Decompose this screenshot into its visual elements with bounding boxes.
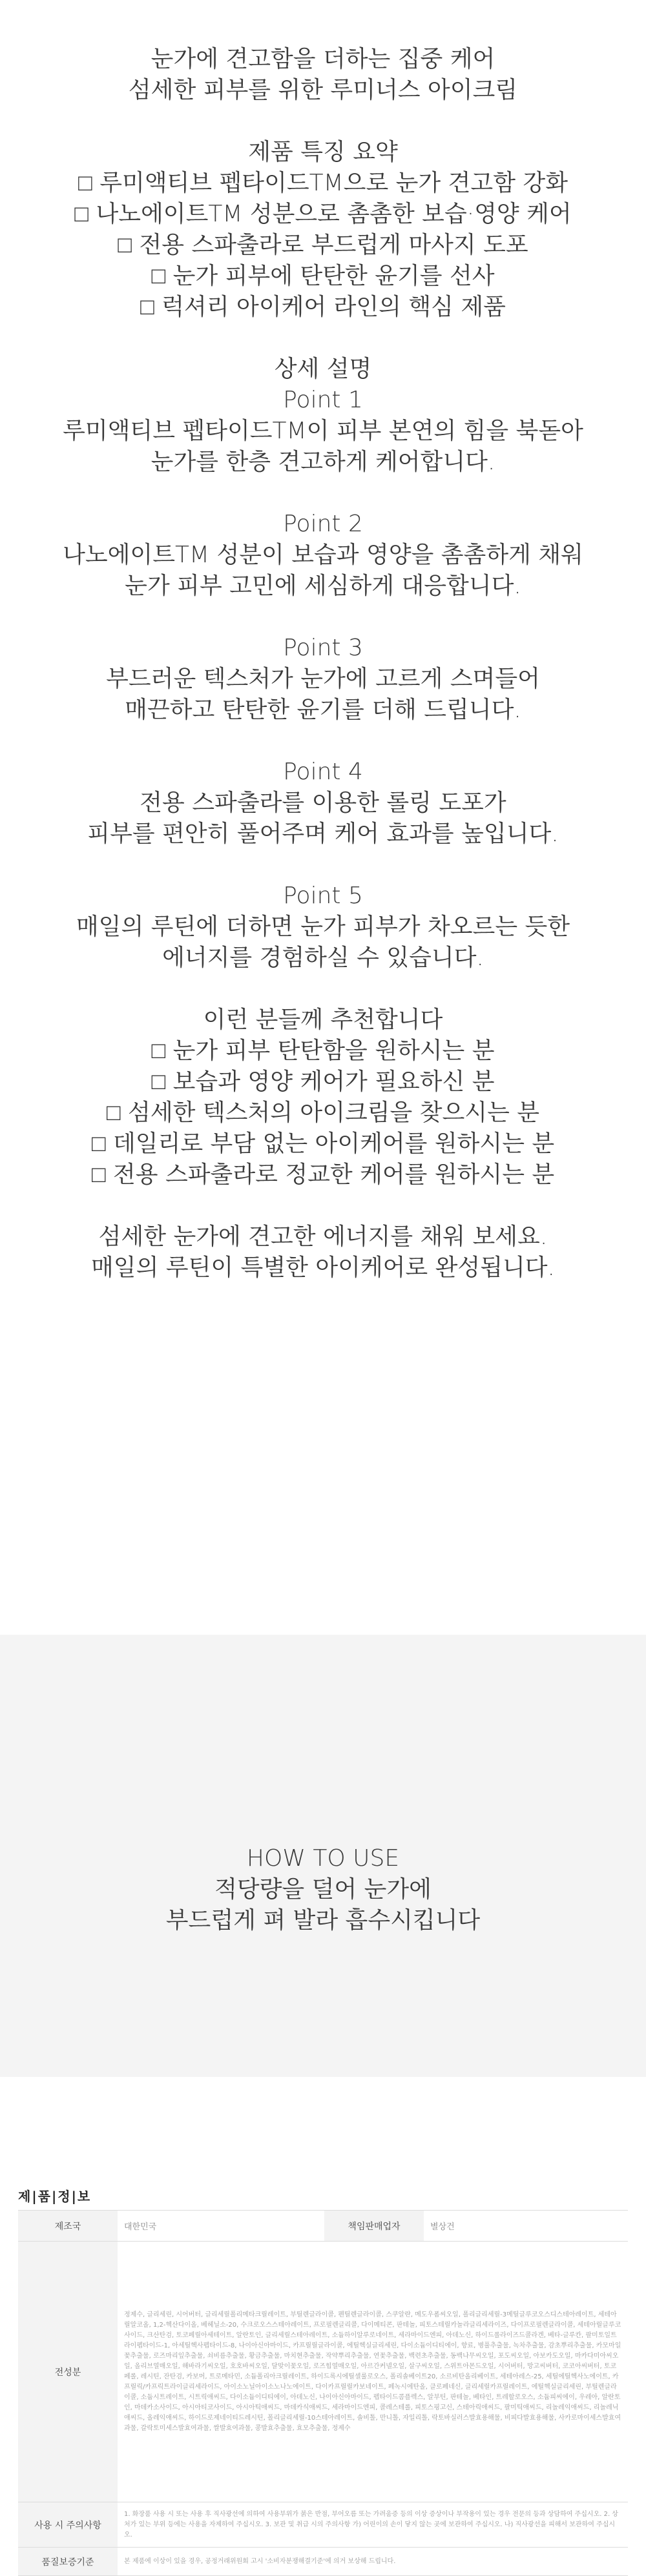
description-line: 루미액티브 펩타이드TM이 피부 본연의 힘을 북돋아: [63, 418, 583, 444]
how-to-use-line-1: 적당량을 덜어 눈가에: [214, 1876, 432, 1903]
spacer: [0, 323, 646, 354]
description-line: 눈가를 한층 견고하게 케어합니다.: [151, 449, 495, 475]
description-line: 제품 특징 요약: [248, 139, 398, 165]
description-line: 이런 분들께 추천합니다: [203, 1007, 443, 1033]
description-line: 에너지를 경험하실 수 있습니다.: [162, 945, 484, 971]
table-row: [18, 2242, 628, 2502]
description-line: □ 나노에이트TM 성분으로 촘촘한 보습·영양 케어: [74, 201, 572, 227]
spacer: [0, 850, 646, 881]
how-to-use-line-2: 부드럽게 펴 발라 흡수시킵니다: [165, 1907, 481, 1934]
description-line: □ 눈가 피부 탄탄함을 원하시는 분: [151, 1038, 495, 1064]
ingredients-label: 전성분: [18, 2242, 118, 2502]
description-line: 부드러운 텍스처가 눈가에 고르게 스며들어: [106, 666, 540, 692]
description-line: 매일의 루틴이 특별한 아이케어로 완성됩니다.: [91, 1254, 555, 1281]
how-to-use-title: HOW TO USE: [246, 1845, 400, 1872]
product-description-copy: [0, 44, 646, 1283]
spacer: [0, 726, 646, 757]
product-info-table: [18, 2210, 628, 2576]
spacer: [0, 974, 646, 1005]
description-line: □ 눈가 피부에 탄탄한 윤기를 선사: [151, 263, 495, 289]
description-line: 섬세한 눈가에 견고한 에너지를 채워 보세요.: [98, 1223, 548, 1250]
product-info-title: 제|품|정|보: [18, 2189, 92, 2204]
quality-label: 품질보증기준: [18, 2548, 118, 2576]
description-line: Point 3: [283, 635, 363, 661]
description-line: □ 보습과 영양 케어가 필요하신 분: [151, 1068, 495, 1095]
description-line: 나노에이트TM 성분이 보습과 영양을 촘촘하게 채워: [63, 542, 583, 568]
description-line: 매일의 루틴에 더하면 눈가 피부가 차오르는 듯한: [76, 914, 570, 940]
table-row: [18, 2502, 628, 2548]
seller-label: 책임판매업자: [324, 2211, 424, 2242]
how-to-use-copy: [0, 1843, 646, 1936]
description-line: 피부를 편안히 풀어주며 케어 효과를 높입니다.: [87, 821, 559, 847]
country-value: 대한민국: [118, 2211, 324, 2242]
caution-label: 사용 시 주의사항: [18, 2502, 118, 2548]
description-line: Point 1: [283, 387, 363, 413]
description-line: Point 2: [283, 511, 363, 537]
description-line: □ 전용 스파출라로 정교한 케어를 원하시는 분: [91, 1161, 555, 1188]
description-line: □ 럭셔리 아이케어 라인의 핵심 제품: [140, 294, 506, 320]
seller-value: 별상건: [424, 2211, 628, 2242]
spacer: [0, 106, 646, 137]
description-line: Point 4: [283, 759, 363, 785]
description-line: Point 5: [283, 883, 363, 909]
description-line: □ 데일리로 부담 없는 아이케어를 원하시는 분: [91, 1130, 555, 1157]
spacer: [0, 478, 646, 509]
spacer: [0, 602, 646, 633]
country-label: 제조국: [18, 2211, 118, 2242]
quality-value: 본 제품에 이상이 있을 경우, 공정거래위원회 고시 '소비자분쟁해결기준'에 의거 보상해 드립니다.: [118, 2548, 628, 2576]
description-line: □ 섬세한 텍스처의 아이크림을 찾으시는 분: [106, 1099, 540, 1126]
description-line: □ 루미액티브 펩타이드TM으로 눈가 견고함 강화: [78, 170, 568, 196]
description-line: 전용 스파출라를 이용한 롤링 도포가: [140, 790, 506, 816]
caution-value: 1. 화장품 사용 시 또는 사용 후 직사광선에 의하여 사용부위가 붉은 반점, 부어오름 또는 가려움증 등의 이상 증상이나 부작용이 있는 경우 전문의 등과 상담하여 주십시오. 2. 상처가 있는 부위 등에는 사용을 자제하여 주십시오. 3. 보관 및 취급 시의 주의사항 가) 어린이의 손이 닿지 않는 곳에 보관하여 주십시오. 나) 직사광선을 피해서 보관하여 주십시오.: [118, 2502, 628, 2548]
ingredients-value: 정제수, 글리세린, 시어버터, 글리세릴폴리메타크릴레이트, 부틸렌글라이콜, 펜틸렌글라이콜, 스쿠알란, 메도우폼씨오일, 폴리글리세릴-3메틸글루코오스디스테아레이트, 세테아릴알코올, 1,2-헥산다이올, 베헤닐소-20, 수크로오스스테아레이트, 프로필렌글리콜, 다이메티콘, 판테놀, 피토스테릴카놀라글리세라이즈, 다이프로필렌글라이콜, 세테아릴글루코사이드, 크산탄검, 토코페릴아세테이트, 알란토인, 글리세릴스테아레이트, 소듐하이알루로네이트, 세라마이드엔피, 아데노신, 하이드롤라이즈드콜라겐, 베타-글루칸, 팔미토일트라이펩타이드-1, 아세틸헥사펩타이드-8, 나이아신아마이드, 카프릴릴글라이콜, 에틸헥실글리세린, 다이소듐이디티에이, 향료, 병풀추출물, 녹차추출물, 감초뿌리추출물, 카모마일꽃추출물, 로즈마리잎추출물, 쇠비름추출물, 황금추출물, 마치현추출물, 작약뿌리추출물, 연꽃추출물, 백련초추출물, 동백나무씨오일, 포도씨오일, 아보카도오일, 마카다미아씨오일, 올리브열매오일, 해바라기씨오일, 호호바씨오일, 달맞이꽃오일, 로즈힙열매오일, 아르간커넬오일, 살구씨오일, 스위트아몬드오일, 시어버터, 망고씨버터, 코코아씨버터, 토코페롤, 레시틴, 잔탄검, 카보머, 트로메타민, 소듐폴리아크릴레이트, 하이드록시에틸셀룰로오스, 폴리솔베이트20, 소르비탄올리베이트, 세테아레스-25, 세틸에틸헥사노에이트, 카프릴릭/카프릭트라이글리세라이드, 아이소노닐아이소노나노에이트, 다이카프릴릴카보네이트, 페녹시에탄올, 클로페네신, 글리세릴카프릴레이트, 에틸헥실글리세린, 부틸렌글라이콜, 소듐시트레이트, 시트릭애씨드, 다이소듐이디티에이, 아데노신, 나이아신아마이드, 펩타이드콤플렉스, 알부틴, 판테놀, 베타인, 트레할로오스, 소듐피씨에이, 우레아, 알란토인, 마데카소사이드, 아시아티코사이드, 아시아틱애씨드, 마데카식애씨드, 세라마이드엔피, 콜레스테롤, 피토스핑고신, 스테아릭애씨드, 팔미틱애씨드, 리놀레익애씨드, 리놀레닉애씨드, 올레익애씨드, 하이드로제네이티드레시틴, 폴리글리세릴-10스테아레이트, 솔비톨, 만니톨, 자일리톨, 락토바실러스발효용해물, 비피다발효용해물, 사카로마이세스발효여과물, 갈락토미세스발효여과물, 쌀발효여과물, 콩발효추출물, 효모추출물, 정제수: [118, 2242, 628, 2502]
description-line: 상세 설명: [274, 356, 372, 382]
description-line: 눈가 피부 고민에 세심하게 대응합니다.: [125, 573, 521, 599]
description-line: 눈가에 견고함을 더하는 집중 케어: [151, 46, 495, 72]
table-row: [18, 2548, 628, 2576]
spacer: [0, 1191, 646, 1222]
table-row: [18, 2211, 628, 2242]
description-line: 섬세한 피부를 위한 루미너스 아이크림: [128, 77, 518, 103]
description-line: □ 전용 스파출라로 부드럽게 마사지 도포: [118, 232, 528, 258]
description-line: 매끈하고 탄탄한 윤기를 더해 드립니다.: [125, 697, 521, 723]
